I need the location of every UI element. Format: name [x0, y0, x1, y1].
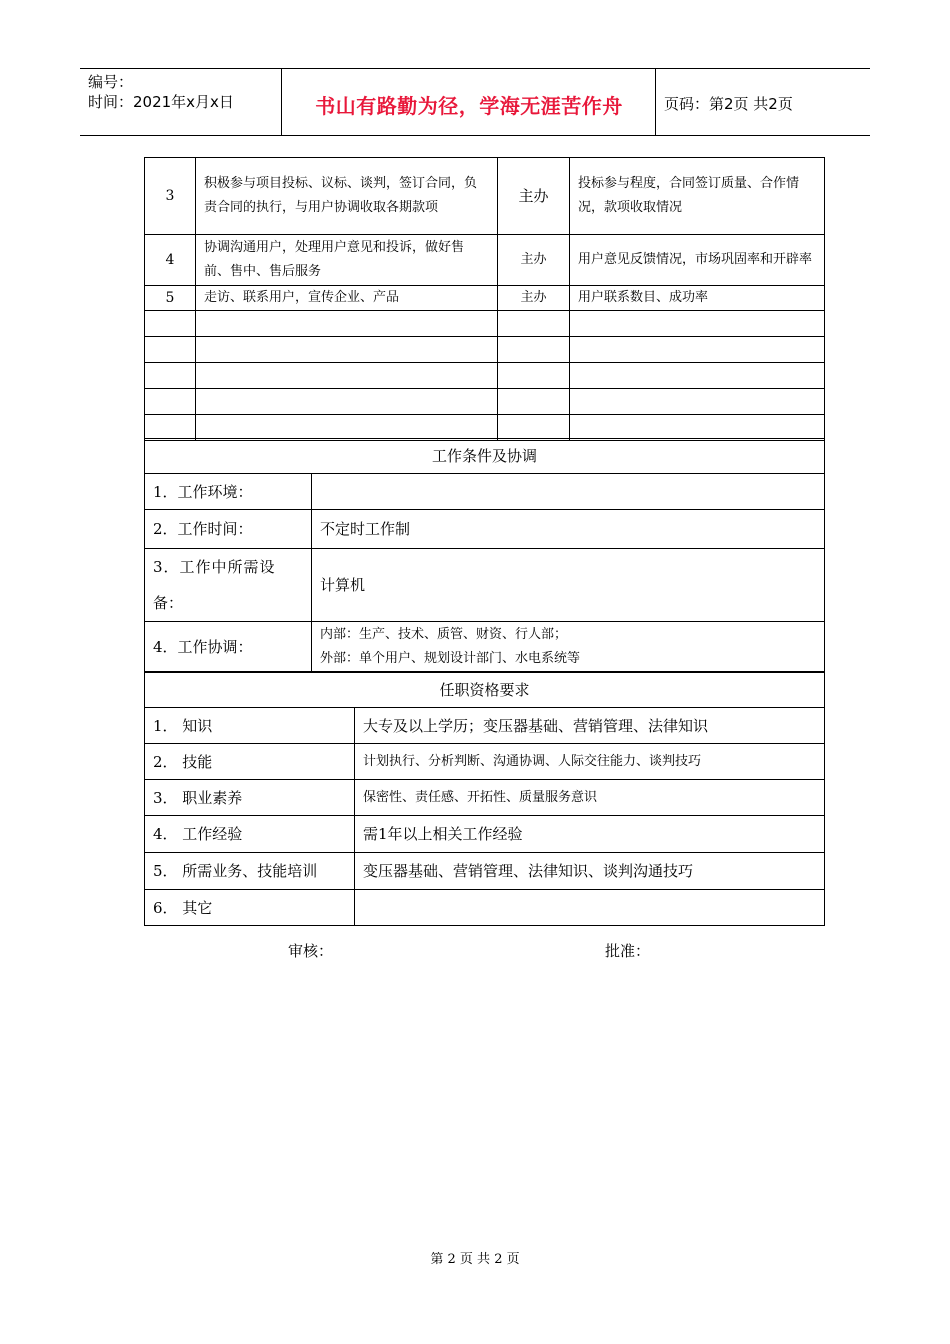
qualification-value: 保密性、责任感、开拓性、质量服务意识 — [355, 780, 825, 816]
section-title: 工作条件及协调 — [145, 439, 825, 474]
table-row — [145, 549, 825, 622]
work-time-label: 2．工作时间： — [145, 510, 312, 549]
section-title: 任职资格要求 — [145, 673, 825, 708]
document-number-label: 编号： — [88, 73, 134, 91]
table-row — [145, 780, 825, 816]
qualification-label: 4． 工作经验 — [145, 816, 355, 853]
header-top-rule — [80, 68, 870, 69]
qualification-label: 6． 其它 — [145, 890, 355, 926]
qualification-label: 3． 职业素养 — [145, 780, 355, 816]
qualification-value: 变压器基础、营销管理、法律知识、谈判沟通技巧 — [355, 853, 825, 890]
document-date: 时间：2021年x月x日 — [88, 93, 234, 111]
qualification-label: 1． 知识 — [145, 708, 355, 744]
page-footer: 第 2 页 共 2 页 — [430, 1252, 520, 1267]
duty-content: 协调沟通用户，处理用户意见和投诉，做好售前、售中、售后服务 — [196, 235, 498, 286]
header-meta — [88, 72, 234, 112]
empty-row — [145, 363, 825, 389]
qualifications-table — [144, 672, 825, 926]
table-row — [145, 510, 825, 549]
duty-index: 5 — [145, 286, 196, 311]
table-row — [145, 673, 825, 708]
review-signature-label: 审核： — [288, 942, 334, 960]
table-row — [145, 744, 825, 780]
header-bottom-rule — [80, 135, 870, 136]
duty-content: 走访、联系用户，宣传企业、产品 — [196, 286, 498, 311]
duty-role: 主办 — [498, 235, 570, 286]
duty-measure: 用户意见反馈情况，市场巩固率和开辟率 — [570, 235, 825, 286]
qualification-value: 需1年以上相关工作经验 — [355, 816, 825, 853]
environment-value — [312, 474, 825, 510]
table-row — [145, 622, 825, 672]
equipment-label-line: 备： — [153, 594, 184, 612]
duty-role: 主办 — [498, 158, 570, 235]
header-motto: 书山有路勤为径，学海无涯苦作舟 — [315, 94, 623, 118]
table-row — [145, 439, 825, 474]
empty-row — [145, 311, 825, 337]
empty-row — [145, 337, 825, 363]
coordination-value — [312, 622, 825, 672]
qualification-value: 计划执行、分析判断、沟通协调、人际交往能力、谈判技巧 — [355, 744, 825, 780]
table-row — [145, 816, 825, 853]
work-time-value: 不定时工作制 — [312, 510, 825, 549]
duty-index: 4 — [145, 235, 196, 286]
duties-table — [144, 157, 825, 441]
table-row — [145, 853, 825, 890]
equipment-label-line: 3．工作中所需设 — [153, 558, 276, 576]
coordination-internal: 内部：生产、技术、质管、财资、行人部； — [320, 626, 568, 642]
table-row — [145, 708, 825, 744]
environment-label: 1．工作环境： — [145, 474, 312, 510]
approve-signature-label: 批准： — [605, 942, 651, 960]
header-divider — [655, 68, 656, 135]
qualification-value — [355, 890, 825, 926]
table-row — [145, 235, 825, 286]
duty-measure: 投标参与程度，合同签订质量、合作情况，款项收取情况 — [570, 158, 825, 235]
empty-row — [145, 415, 825, 441]
duty-measure: 用户联系数目、成功率 — [570, 286, 825, 311]
duty-index: 3 — [145, 158, 196, 235]
header-page-number: 页码：第2页 共2页 — [664, 95, 793, 113]
coordination-external: 外部：单个用户、规划设计部门、水电系统等 — [320, 650, 581, 666]
empty-row — [145, 389, 825, 415]
qualification-value: 大专及以上学历；变压器基础、营销管理、法律知识 — [355, 708, 825, 744]
header-divider — [281, 68, 282, 135]
duty-role: 主办 — [498, 286, 570, 311]
equipment-label — [145, 549, 312, 622]
table-row — [145, 890, 825, 926]
table-row — [145, 474, 825, 510]
table-row — [145, 158, 825, 235]
coordination-label: 4．工作协调： — [145, 622, 312, 672]
qualification-label: 5． 所需业务、技能培训 — [145, 853, 355, 890]
qualification-label: 2． 技能 — [145, 744, 355, 780]
equipment-value: 计算机 — [312, 549, 825, 622]
working-conditions-table — [144, 438, 825, 672]
table-row — [145, 286, 825, 311]
duty-content: 积极参与项目投标、议标、谈判，签订合同，负责合同的执行，与用户协调收取各期款项 — [196, 158, 498, 235]
